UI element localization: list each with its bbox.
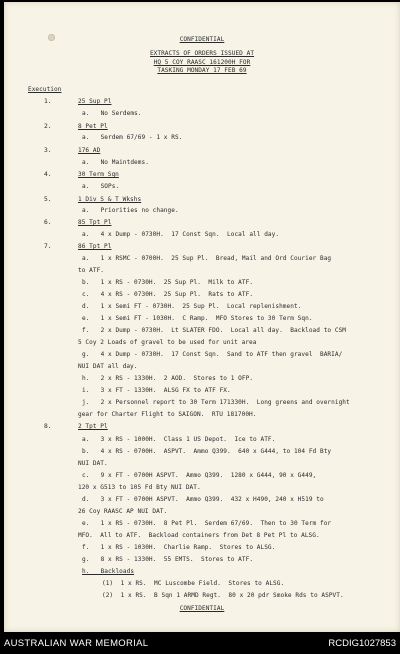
item-number: 6. xyxy=(44,219,52,226)
item-line: d. 3 x FT - 0700H ASPVT. Ammo Q399. 432 x H490, 240 x H519 to xyxy=(82,496,324,503)
item-line: h. 2 x RS - 1330H. 2 AOD. Stores to 1 OFP. xyxy=(82,375,254,382)
classification-top: CONFIDENTIAL xyxy=(179,36,225,43)
item-line: a. SOPs. xyxy=(82,183,120,190)
item-line: f. 1 x RS - 1030H. Charlie Ramp. Stores to ALSG. xyxy=(82,544,276,551)
item-line: b. 1 x RS - 0730H. 25 Sup Pl. Milk to ATF. xyxy=(82,279,254,286)
item-line: h. Backloads xyxy=(82,568,135,575)
item-heading: 8 Pet Pl xyxy=(78,123,108,130)
item-line: NUI DAT all day. xyxy=(78,363,138,370)
item-line: i. 3 x FT - 1330H. ALSG FX to ATF FX. xyxy=(82,387,231,394)
item-line: (2) 1 x RS. B Sqn 1 ARMD Regt. 80 x 20 pdr Smoke Rds to ASPVT. xyxy=(102,592,344,599)
item-heading: 86 Tpt Pl xyxy=(78,243,112,250)
item-line: c. 9 x FT - 0700H ASPVT. Ammo Q399. 1280 x G444, 90 x G449, xyxy=(82,472,317,479)
item-heading: 1 Div S & T Wkshs xyxy=(78,196,142,203)
item-line: (1) 1 x RS. MC Luscombe Field. Stores to ALSG. xyxy=(102,580,285,587)
item-line: a. 1 x RSMC - 0700H. 25 Sup Pl. Bread, Mail and Ord Courier Bag xyxy=(82,255,332,262)
item-line: gear for Charter Flight to SAIGON. RTU 181700H. xyxy=(78,411,257,418)
item-line: to ATF. xyxy=(78,267,105,274)
item-line: a. No Serdems. xyxy=(82,110,142,117)
item-line: d. 1 x Semi FT - 0730H. 25 Sup Pl. Local replenishment. xyxy=(82,303,302,310)
item-number: 3. xyxy=(44,147,52,154)
item-line: g. 4 x Dump - 0730H. 17 Const Sqn. Sand to ATF then gravel BARIA/ xyxy=(82,351,343,358)
item-number: 5. xyxy=(44,196,52,203)
item-line: a. 4 x Dump - 0730H. 17 Const Sqn. Local all day. xyxy=(82,231,280,238)
document-page xyxy=(4,2,400,632)
item-heading: 25 Sup Pl xyxy=(78,98,112,105)
item-line: j. 2 x Personnel report to 30 Term 171330H. Long greens and overnight xyxy=(82,399,350,406)
title-line-3: TASKING MONDAY 17 FEB 69 xyxy=(157,67,247,74)
item-line: c. 4 x RS - 0730H. 25 Sup Pl. Rats to ATF. xyxy=(82,291,254,298)
item-line: a. Priorities no change. xyxy=(82,207,179,214)
item-number: 8. xyxy=(44,423,52,430)
item-line: g. 8 x RS - 1330H. 55 EMTS. Stores to ATF. xyxy=(82,556,254,563)
archive-footer xyxy=(0,632,400,654)
item-line: a. 3 x RS - 1000H. Class 1 US Depot. Ice to ATF. xyxy=(82,436,276,443)
item-number: 4. xyxy=(44,171,52,178)
item-line: a. Serdem 67/69 - 1 x RS. xyxy=(82,134,183,141)
item-line: a. No Maintdems. xyxy=(82,159,149,166)
item-line: MFO. All to ATF. Backload containers from Det 8 Pet Pl to ALSG. xyxy=(78,532,320,539)
item-line: e. 1 x RS - 0730H. 8 Pet Pl. Serdem 67/69. Then to 30 Term for xyxy=(82,520,332,527)
item-line: 120 x G513 to 105 Fd Bty NUI DAT. xyxy=(78,484,201,491)
item-heading: 2 Tpt Pl xyxy=(78,423,108,430)
section-heading: Execution xyxy=(28,86,62,93)
source-label: AUSTRALIAN WAR MEMORIAL xyxy=(4,638,149,649)
title-line-2: HQ 5 COY RAASC 161200H FOR xyxy=(153,59,251,66)
item-line: NUI DAT. xyxy=(78,460,108,467)
item-line: f. 2 x Dump - 0730H. Lt SLATER FDO. Local all day. Backload to CSM xyxy=(82,327,347,334)
item-heading: 30 Term Sqn xyxy=(78,171,119,178)
classification-bottom: CONFIDENTIAL xyxy=(179,605,225,612)
item-line: 26 Coy RAASC AP NUI DAT. xyxy=(78,508,168,515)
item-number: 1. xyxy=(44,98,52,105)
reference-id: RCDIG1027853 xyxy=(328,638,396,649)
item-number: 7. xyxy=(44,243,52,250)
item-line: e. 1 x Semi FT - 1030H. C Ramp. MFO Stores to 30 Term Sqn. xyxy=(82,315,313,322)
item-line: 5 Coy 2 Loads of gravel to be used for unit area xyxy=(78,339,257,346)
title-line-1: EXTRACTS OF ORDERS ISSUED AT xyxy=(149,50,255,57)
item-line: b. 4 x RS - 0700H. ASPVT. Ammo Q399. 640 x G444, to 104 Fd Bty xyxy=(82,448,332,455)
item-heading: 85 Tpt Pl xyxy=(78,219,112,226)
item-heading: 176 AD xyxy=(78,147,101,154)
item-number: 2. xyxy=(44,123,52,130)
